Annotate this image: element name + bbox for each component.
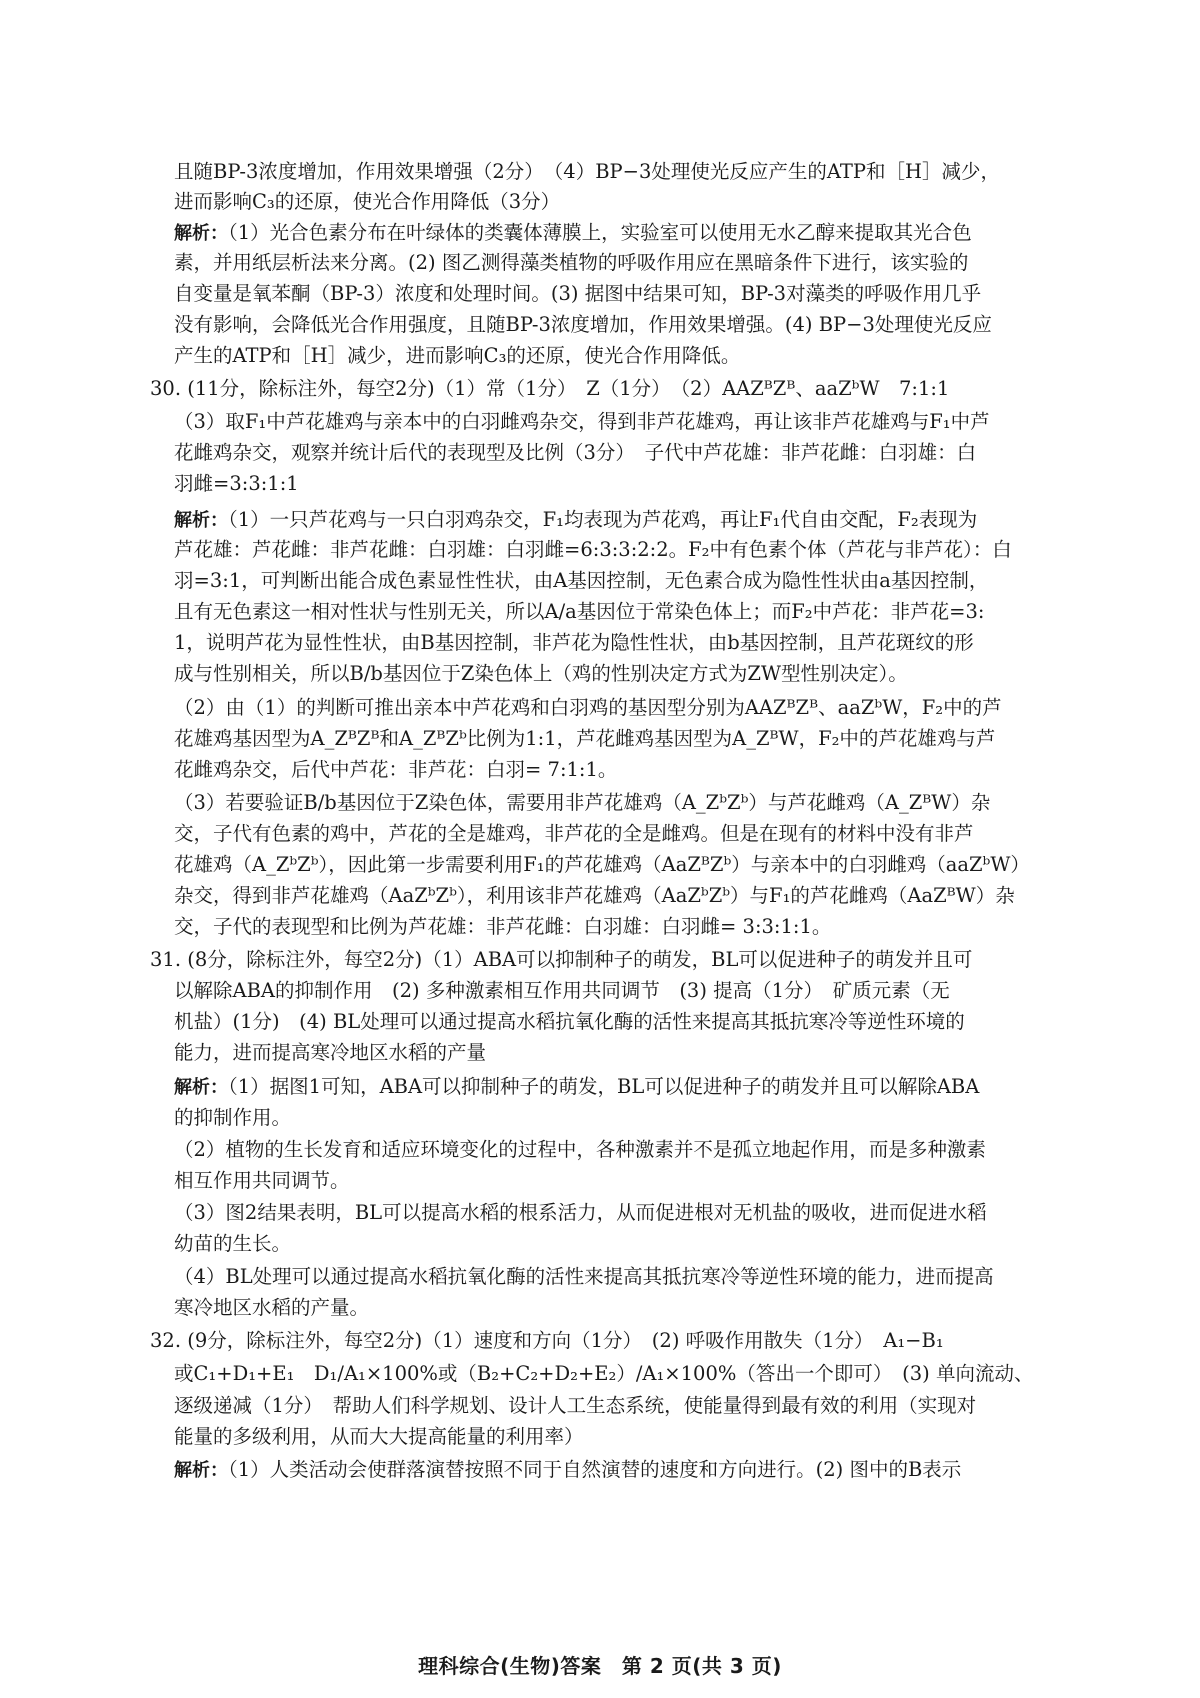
text-line: （3）若要验证B/b基因位于Z染色体，需要用非芦花雄鸡（A_ZᵇZᵇ）与芦花雌鸡（A_ZᴮW）杂 [174, 791, 991, 814]
analysis-label: 解析： [174, 223, 228, 244]
question-32-answer: 32. (9分，除标注外，每空2分)（1）速度和方向（1分） (2) 呼吸作用散失（1分） A₁−B₁ [150, 1329, 944, 1352]
text-line: 花雌鸡杂交，后代中芦花：非芦花：白羽= 7:1:1。 [174, 758, 618, 781]
text-line: 进而影响C₃的还原，使光合作用降低（3分） [174, 190, 561, 213]
analysis-line [174, 503, 1074, 537]
analysis-line [174, 1070, 1074, 1104]
analysis-text: （1）人类活动会使群落演替按照不同于自然演替的速度和方向进行。(2) 图中的B表示 [228, 1458, 962, 1481]
text-line: 羽=3:1，可判断出能合成色素显性性状，由A基因控制，无色素合成为隐性性状由a基因控制， [174, 569, 989, 592]
text-line: 成与性别相关，所以B/b基因位于Z染色体上（鸡的性别决定方式为ZW型性别决定）。 [174, 662, 908, 685]
text-line: （3）取F₁中芦花雄鸡与亲本中的白羽雌鸡杂交，得到非芦花雄鸡，再让该非芦花雄鸡与F₁中芦 [174, 410, 990, 433]
page-footer: 理科综合(生物)答案 第 2 页(共 3 页) [418, 1654, 782, 1678]
analysis-line [174, 1453, 1074, 1487]
analysis-line [174, 216, 1074, 250]
text-line: 逐级递减（1分） 帮助人们科学规划、设计人工生态系统，使能量得到最有效的利用（实现对 [174, 1394, 977, 1417]
text-line: （3）图2结果表明，BL可以提高水稻的根系活力，从而促进根对无机盐的吸收，进而促进水稻 [174, 1201, 987, 1224]
text-line: （2）由（1）的判断可推出亲本中芦花鸡和白羽鸡的基因型分别为AAZᴮZᴮ、aaZᵇW，F₂中的芦 [174, 696, 1002, 719]
text-line: 或C₁+D₁+E₁ D₁/A₁×100%或（B₂+C₂+D₂+E₂）/A₁×100%（答出一个即可） (3) 单向流动、 [174, 1362, 1034, 1385]
text-line: 交，子代的表现型和比例为芦花雄：非芦花雌：白羽雄：白羽雌= 3:3:1:1。 [174, 915, 832, 938]
text-line: 寒冷地区水稻的产量。 [174, 1296, 370, 1319]
text-line: 相互作用共同调节。 [174, 1169, 350, 1192]
text-line: 杂交，得到非芦花雄鸡（AaZᵇZᵇ），利用该非芦花雄鸡（AaZᵇZᵇ）与F₁的芦花雌鸡（AaZᴮW）杂 [174, 884, 1015, 907]
text-line: 花雄鸡（A_ZᵇZᵇ），因此第一步需要利用F₁的芦花雄鸡（AaZᴮZᵇ）与亲本中的白羽雌鸡（aaZᵇW） [174, 853, 1030, 876]
text-line: 1，说明芦花为显性性状，由B基因控制，非芦花为隐性性状，由b基因控制，且芦花斑纹的形 [174, 631, 974, 654]
text-line: 芦花雄：芦花雌：非芦花雌：白羽雄：白羽雌=6:3:3:2:2。F₂中有色素个体（芦花与非芦花）：白 [174, 538, 1012, 561]
analysis-text: （1）据图1可知，ABA可以抑制种子的萌发，BL可以促进种子的萌发并且可以解除ABA [228, 1075, 980, 1098]
text-line: 产生的ATP和［H］减少，进而影响C₃的还原，使光合作用降低。 [174, 344, 741, 367]
text-line: 能力，进而提高寒冷地区水稻的产量 [174, 1041, 487, 1064]
text-line: 的抑制作用。 [174, 1106, 292, 1129]
text-line: 羽雌=3:3:1:1 [174, 472, 299, 495]
text-line: 以解除ABA的抑制作用 (2) 多种激素相互作用共同调节 (3) 提高（1分） 矿质元素（无 [174, 979, 950, 1002]
analysis-label: 解析： [174, 510, 228, 531]
text-line: 花雄鸡基因型为A_ZᴮZᴮ和A_ZᴮZᵇ比例为1:1，芦花雌鸡基因型为A_ZᴮW，F₂中的芦花雄鸡与芦 [174, 727, 996, 750]
text-line: 且有无色素这一相对性状与性别无关，所以A/a基因位于常染色体上；而F₂中芦花：非芦花=3: [174, 600, 985, 623]
text-line: 自变量是氧苯酮（BP-3）浓度和处理时间。(3) 据图中结果可知，BP-3对藻类的呼吸作用几乎 [174, 282, 982, 305]
text-line: （2）植物的生长发育和适应环境变化的过程中，各种激素并不是孤立地起作用，而是多种激素 [174, 1138, 986, 1161]
question-30-answer: 30. (11分，除标注外，每空2分)（1）常（1分） Z（1分） （2）AAZᴮZᴮ、aaZᵇW 7:1:1 [150, 377, 950, 400]
text-line: 花雌鸡杂交，观察并统计后代的表现型及比例（3分） 子代中芦花雄：非芦花雌：白羽雄：白 [174, 441, 977, 464]
analysis-label: 解析： [174, 1077, 228, 1098]
text-line: 能量的多级利用，从而大大提高能量的利用率） [174, 1425, 584, 1448]
analysis-text: （1）一只芦花鸡与一只白羽鸡杂交，F₁均表现为芦花鸡，再让F₁代自由交配，F₂表现为 [228, 508, 978, 531]
text-line: 且随BP-3浓度增加，作用效果增强（2分） （4）BP−3处理使光反应产生的ATP和［H］减少， [174, 160, 1001, 183]
analysis-text: （1）光合色素分布在叶绿体的类囊体薄膜上，实验室可以使用无水乙醇来提取其光合色 [228, 221, 972, 244]
text-line: 幼苗的生长。 [174, 1232, 292, 1255]
text-line: 素，并用纸层析法来分离。(2) 图乙测得藻类植物的呼吸作用应在黑暗条件下进行，该实验的 [174, 251, 969, 274]
text-line: （4）BL处理可以通过提高水稻抗氧化酶的活性来提高其抵抗寒冷等逆性环境的能力，进而提高 [174, 1265, 994, 1288]
text-line: 机盐）(1分) (4) BL处理可以通过提高水稻抗氧化酶的活性来提高其抵抗寒冷等逆性环境的 [174, 1010, 965, 1033]
analysis-label: 解析： [174, 1460, 228, 1481]
text-line: 交，子代有色素的鸡中，芦花的全是雄鸡，非芦花的全是雌鸡。但是在现有的材料中没有非芦 [174, 822, 974, 845]
text-line: 没有影响，会降低光合作用强度，且随BP-3浓度增加，作用效果增强。(4) BP−3处理使光反应 [174, 313, 992, 336]
question-31-answer: 31. (8分，除标注外，每空2分)（1）ABA可以抑制种子的萌发，BL可以促进种子的萌发并且可 [150, 948, 973, 971]
